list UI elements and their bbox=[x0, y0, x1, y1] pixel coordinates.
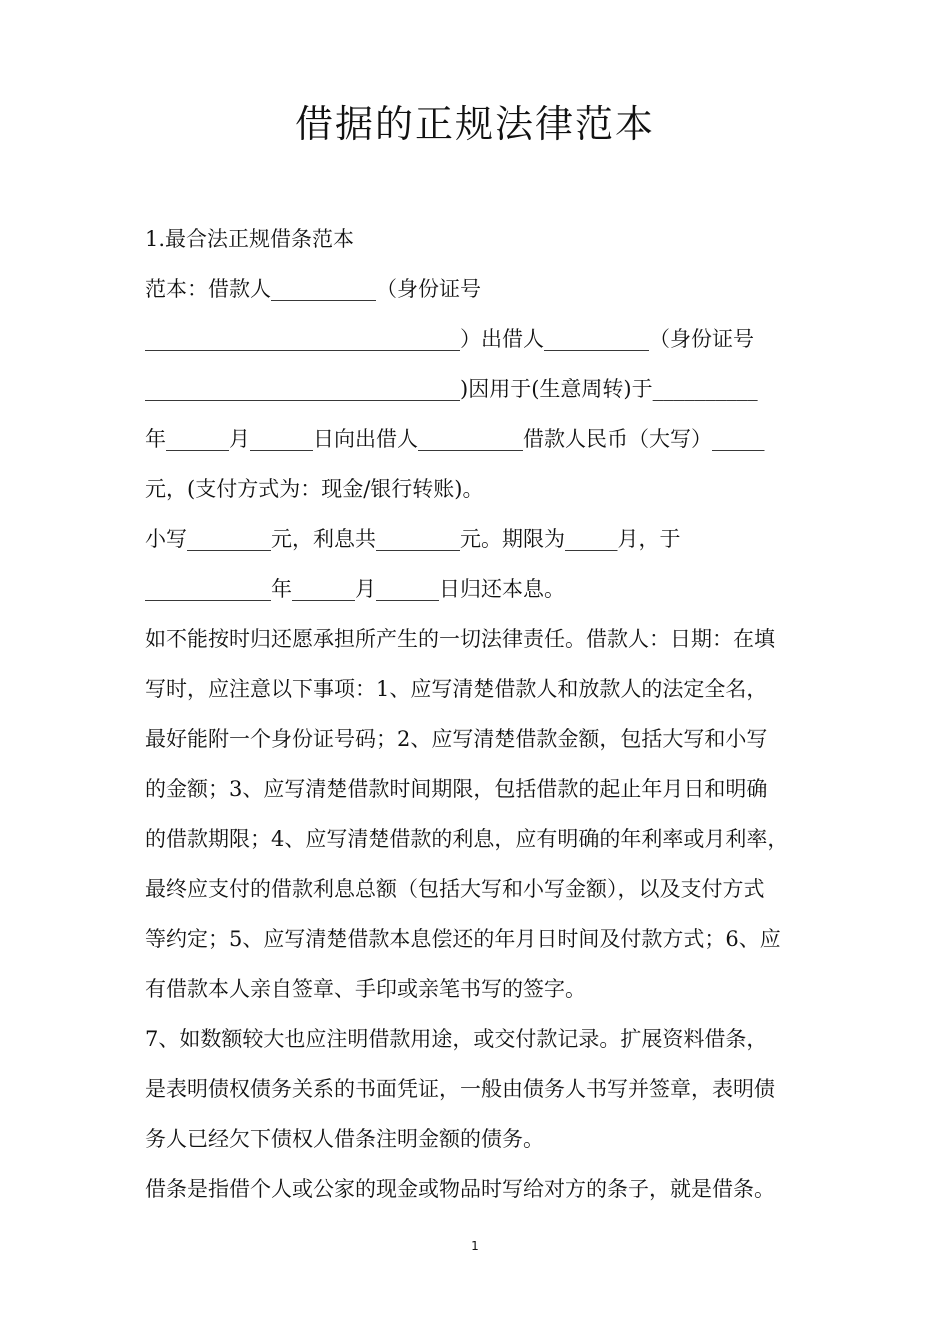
body-line: ______________________________)因用于(生意周转)于__________ bbox=[145, 377, 758, 401]
body-line: 如不能按时归还愿承担所产生的一切法律责任。借款人：日期：在填 bbox=[145, 627, 775, 651]
body-line: 元，(支付方式为：现金/银行转账)。 bbox=[145, 477, 484, 501]
page-number: 1 bbox=[471, 1239, 479, 1253]
body-line: 年______月______日向出借人__________借款人民币（大写）_____ bbox=[145, 427, 765, 451]
body-line: ______________________________）出借人__________（身份证号 bbox=[145, 327, 754, 351]
body-line: 有借款本人亲自签章、手印或亲笔书写的签字。 bbox=[145, 977, 586, 1001]
body-line: ____________年______月______日归还本息。 bbox=[145, 577, 565, 601]
body-line: 最终应支付的借款利息总额（包括大写和小写金额），以及支付方式 bbox=[145, 877, 765, 901]
body-line: 7、如数额较大也应注明借款用途，或交付款记录。扩展资料借条， bbox=[145, 1027, 768, 1051]
body-line: 的金额；3、应写清楚借款时间期限，包括借款的起止年月日和明确 bbox=[145, 777, 768, 801]
heading-line: 1.最合法正规借条范本 bbox=[145, 227, 355, 251]
body-line: 务人已经欠下债权人借条注明金额的债务。 bbox=[145, 1127, 544, 1151]
body-line: 写时，应注意以下事项：1、应写清楚借款人和放款人的法定全名， bbox=[145, 677, 768, 701]
body-line: 小写________元，利息共________元。期限为_____月，于 bbox=[145, 527, 681, 551]
body-line: 最好能附一个身份证号码；2、应写清楚借款金额，包括大写和小写 bbox=[145, 727, 768, 751]
body-line: 范本：借款人__________（身份证号 bbox=[145, 277, 481, 301]
body-line: 借条是指借个人或公家的现金或物品时写给对方的条子，就是借条。 bbox=[145, 1177, 775, 1201]
body-line: 是表明债权债务关系的书面凭证，一般由债务人书写并签章，表明债 bbox=[145, 1077, 775, 1101]
document-title: 借据的正规法律范本 bbox=[294, 102, 655, 146]
body-line: 等约定；5、应写清楚借款本息偿还的年月日时间及付款方式；6、应 bbox=[145, 927, 781, 951]
body-line: 的借款期限；4、应写清楚借款的利息，应有明确的年利率或月利率， bbox=[145, 827, 789, 851]
